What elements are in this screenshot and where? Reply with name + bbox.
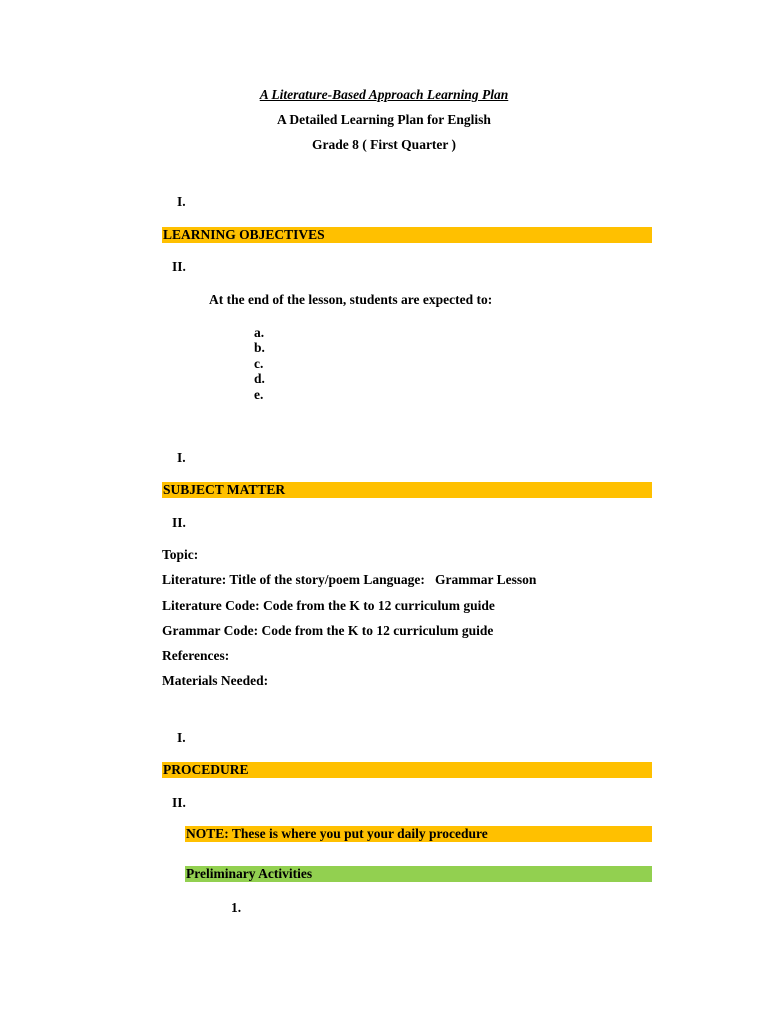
section3-number-ii: II. xyxy=(172,795,186,810)
literature-code-line: Literature Code: Code from the K to 12 curriculum guide xyxy=(162,598,495,613)
learning-objectives-heading: LEARNING OBJECTIVES xyxy=(162,227,652,243)
objective-item-c: c. xyxy=(254,356,264,371)
materials-line: Materials Needed: xyxy=(162,673,269,688)
document-title: A Literature-Based Approach Learning Plan xyxy=(259,87,509,102)
section1-number-i: I. xyxy=(177,194,186,209)
objective-item-d: d. xyxy=(254,371,265,386)
literature-line: Literature: Title of the story/poem Language: Grammar Lesson xyxy=(162,572,537,587)
procedure-heading: PROCEDURE xyxy=(162,762,652,778)
section3-number-i: I. xyxy=(177,730,186,745)
section2-number-i: I. xyxy=(177,450,186,465)
topic-line: Topic: xyxy=(162,547,199,562)
objective-item-a: a. xyxy=(254,325,265,340)
subject-matter-heading: SUBJECT MATTER xyxy=(162,482,652,498)
procedure-item-1: 1. xyxy=(231,900,242,915)
grade-line: Grade 8 ( First Quarter ) xyxy=(311,137,457,152)
document-subtitle: A Detailed Learning Plan for English xyxy=(277,112,491,127)
references-line: References: xyxy=(162,648,230,663)
objectives-intro: At the end of the lesson, students are expected to: xyxy=(209,292,493,307)
procedure-note: NOTE: These is where you put your daily procedure xyxy=(185,826,652,842)
section2-number-ii: II. xyxy=(172,515,186,530)
preliminary-activities-heading: Preliminary Activities xyxy=(185,866,652,882)
grammar-code-line: Grammar Code: Code from the K to 12 curriculum guide xyxy=(162,623,494,638)
objective-item-e: e. xyxy=(254,387,264,402)
section1-number-ii: II. xyxy=(172,259,186,274)
objective-item-b: b. xyxy=(254,340,265,355)
